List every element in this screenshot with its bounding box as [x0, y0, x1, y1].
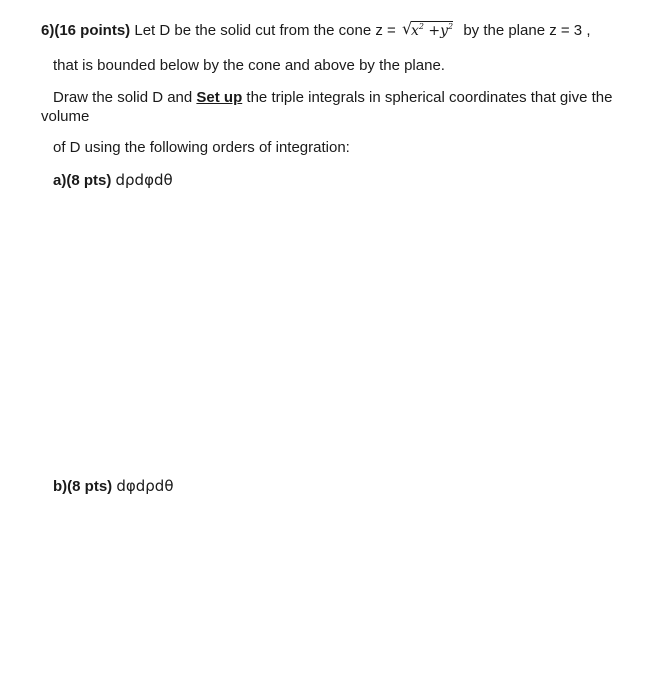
problem-line-1: [41, 21, 590, 41]
problem-line-5: of D using the following orders of integration:: [53, 139, 350, 156]
part-b-order: dφdρdθ: [116, 477, 174, 495]
part-b-heading: [53, 476, 174, 497]
problem-line-3: Draw the solid D and Set up the triple integrals in spherical coordinates that give the: [53, 89, 613, 106]
problem-intro-after: by the plane z = 3 ,: [463, 22, 591, 39]
radical-sign: √: [401, 19, 413, 38]
problem-line-4: volume: [41, 108, 90, 125]
problem-intro: Let D be the solid cut from the cone z =: [134, 22, 396, 39]
part-a-answer-space[interactable]: [0, 195, 664, 465]
part-a-label: a)(8 pts): [53, 172, 112, 189]
setup-emphasis: Set up: [196, 89, 243, 106]
radicand: $x^2 +y^2$: [410, 22, 454, 39]
problem-line-2: that is bounded below by the cone and above by the plane.: [53, 57, 445, 74]
cone-sqrt-expression: [402, 21, 453, 41]
part-b-answer-space[interactable]: [0, 500, 664, 695]
part-a-order: dρdφdθ: [115, 171, 173, 189]
part-b-label: b)(8 pts): [53, 478, 113, 495]
problem-number: 6)(16 points): [41, 22, 131, 39]
part-a-heading: [53, 170, 173, 191]
